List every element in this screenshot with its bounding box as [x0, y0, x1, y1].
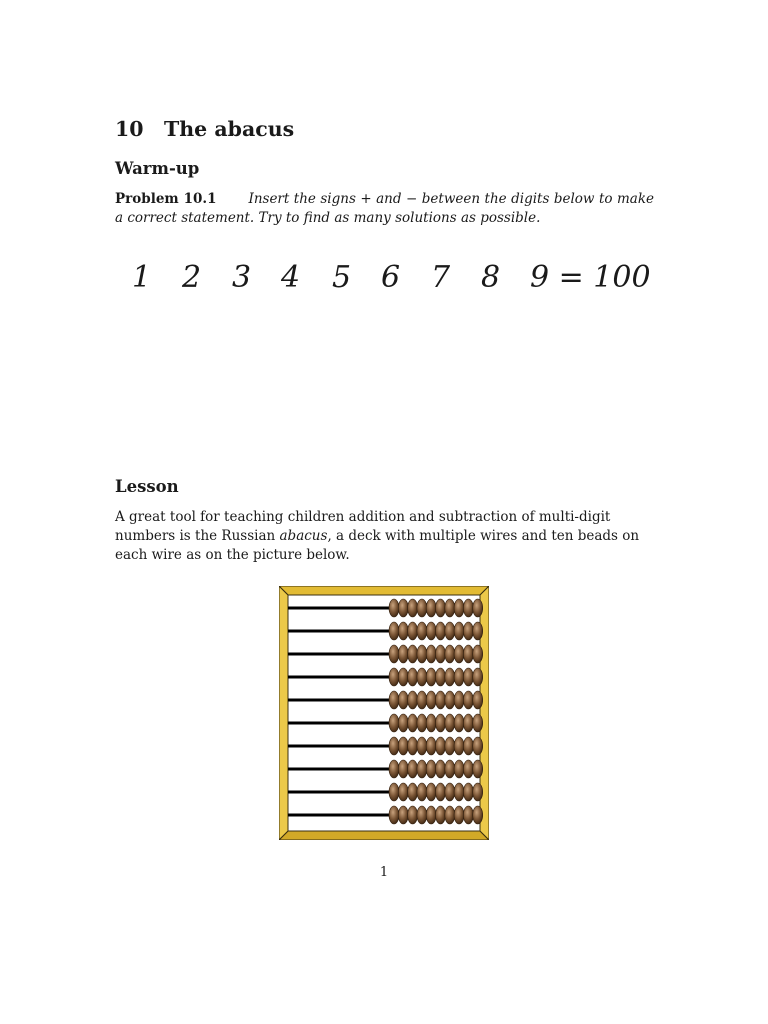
lesson-heading: Lesson — [115, 477, 179, 496]
abacus-bead — [463, 783, 473, 801]
abacus-bead — [426, 760, 436, 778]
digit-5: 5 — [332, 260, 352, 295]
digit-6: 6 — [381, 260, 401, 295]
abacus-bead — [436, 783, 446, 801]
digit-8: 8 — [481, 260, 501, 295]
abacus-bead — [417, 668, 427, 686]
abacus-bead — [463, 714, 473, 732]
abacus-bead — [398, 645, 408, 663]
abacus-bead — [408, 737, 418, 755]
section-number: 10 — [115, 117, 144, 141]
abacus-bead — [436, 806, 446, 824]
abacus-bead — [408, 783, 418, 801]
abacus-bead — [408, 806, 418, 824]
abacus-bead — [389, 714, 399, 732]
digit-1: 1 — [132, 260, 152, 295]
frame-bottom — [279, 831, 489, 840]
problem-paragraph — [115, 190, 654, 228]
digit-7: 7 — [431, 260, 451, 295]
frame-left — [279, 586, 288, 840]
section-title — [115, 117, 294, 141]
page-number: 1 — [379, 865, 389, 880]
abacus-bead — [473, 668, 483, 686]
abacus-bead — [426, 599, 436, 617]
digit-4: 4 — [281, 260, 301, 295]
abacus-bead — [408, 691, 418, 709]
abacus-bead — [454, 599, 464, 617]
warmup-heading: Warm-up — [115, 159, 200, 178]
abacus-bead — [408, 599, 418, 617]
abacus-bead — [417, 645, 427, 663]
lesson-text-after: , a deck with multiple wires and ten beads on each wire as on the picture below. — [115, 528, 640, 563]
abacus-bead — [417, 714, 427, 732]
abacus-bead — [445, 691, 455, 709]
abacus-bead — [473, 691, 483, 709]
abacus-bead — [417, 622, 427, 640]
abacus-bead — [426, 806, 436, 824]
abacus-bead — [473, 622, 483, 640]
abacus-bead — [445, 668, 455, 686]
abacus-bead — [436, 737, 446, 755]
abacus-bead — [445, 622, 455, 640]
abacus-bead — [445, 737, 455, 755]
abacus-bead — [445, 645, 455, 663]
abacus-bead — [417, 760, 427, 778]
section-title-text: The abacus — [164, 117, 295, 141]
abacus-bead — [426, 714, 436, 732]
abacus-bead — [473, 760, 483, 778]
abacus-bead — [454, 737, 464, 755]
abacus-bead — [417, 806, 427, 824]
abacus-bead — [454, 691, 464, 709]
digit-9-equals-100: 9 = 100 — [530, 260, 651, 295]
abacus-bead — [389, 599, 399, 617]
abacus-bead — [398, 783, 408, 801]
abacus-bead — [454, 760, 464, 778]
abacus-bead — [436, 691, 446, 709]
abacus-bead — [436, 622, 446, 640]
abacus-bead — [445, 806, 455, 824]
abacus-bead — [463, 599, 473, 617]
abacus-bead — [463, 806, 473, 824]
abacus-bead — [473, 645, 483, 663]
frame-right — [480, 586, 489, 840]
abacus-bead — [463, 622, 473, 640]
abacus-bead — [417, 737, 427, 755]
abacus-bead — [426, 668, 436, 686]
abacus-bead — [426, 783, 436, 801]
abacus-bead — [398, 806, 408, 824]
abacus-bead — [389, 737, 399, 755]
digit-3: 3 — [232, 260, 252, 295]
abacus-bead — [463, 760, 473, 778]
abacus-bead — [436, 668, 446, 686]
abacus-bead — [436, 714, 446, 732]
abacus-bead — [426, 691, 436, 709]
abacus-bead — [408, 714, 418, 732]
abacus-bead — [436, 599, 446, 617]
abacus-bead — [454, 714, 464, 732]
abacus-bead — [436, 760, 446, 778]
digit-2: 2 — [182, 260, 202, 295]
abacus-bead — [389, 806, 399, 824]
abacus-bead — [445, 760, 455, 778]
abacus-bead — [473, 599, 483, 617]
abacus-bead — [389, 760, 399, 778]
abacus-bead — [398, 714, 408, 732]
abacus-bead — [389, 783, 399, 801]
abacus-bead — [398, 691, 408, 709]
abacus-bead — [473, 737, 483, 755]
lesson-text-before: A great tool for teaching children addition and subtraction of multi-digit numbers is the Russian — [115, 509, 611, 544]
abacus-bead — [463, 691, 473, 709]
abacus-bead — [426, 737, 436, 755]
abacus-bead — [473, 806, 483, 824]
abacus-bead — [463, 645, 473, 663]
abacus-bead — [454, 668, 464, 686]
abacus-bead — [398, 622, 408, 640]
abacus-bead — [417, 691, 427, 709]
abacus-bead — [408, 668, 418, 686]
abacus-bead — [473, 714, 483, 732]
abacus-bead — [408, 760, 418, 778]
abacus-bead — [389, 622, 399, 640]
abacus-bead — [445, 783, 455, 801]
abacus-bead — [445, 599, 455, 617]
abacus-bead — [398, 760, 408, 778]
abacus-bead — [436, 645, 446, 663]
abacus-bead — [463, 737, 473, 755]
abacus-bead — [398, 737, 408, 755]
abacus-bead — [408, 622, 418, 640]
abacus-bead — [389, 691, 399, 709]
abacus-figure — [279, 586, 489, 840]
abacus-bead — [454, 622, 464, 640]
abacus-bead — [426, 645, 436, 663]
abacus-bead — [398, 668, 408, 686]
lesson-paragraph — [115, 508, 654, 565]
abacus-bead — [398, 599, 408, 617]
lesson-emphasis: abacus — [279, 528, 328, 544]
abacus-bead — [389, 668, 399, 686]
abacus-bead — [473, 783, 483, 801]
abacus-bead — [454, 806, 464, 824]
abacus-bead — [426, 622, 436, 640]
abacus-bead — [454, 645, 464, 663]
abacus-bead — [463, 668, 473, 686]
abacus-bead — [408, 645, 418, 663]
problem-text: Insert the signs + and − between the digits below to make a correct statement. Try to find as many solutions as possible. — [115, 191, 654, 226]
abacus-bead — [417, 599, 427, 617]
abacus-bead — [445, 714, 455, 732]
abacus-bead — [454, 783, 464, 801]
problem-label: Problem 10.1 — [115, 191, 217, 207]
frame-top — [279, 586, 489, 595]
abacus-bead — [417, 783, 427, 801]
abacus-bead — [389, 645, 399, 663]
